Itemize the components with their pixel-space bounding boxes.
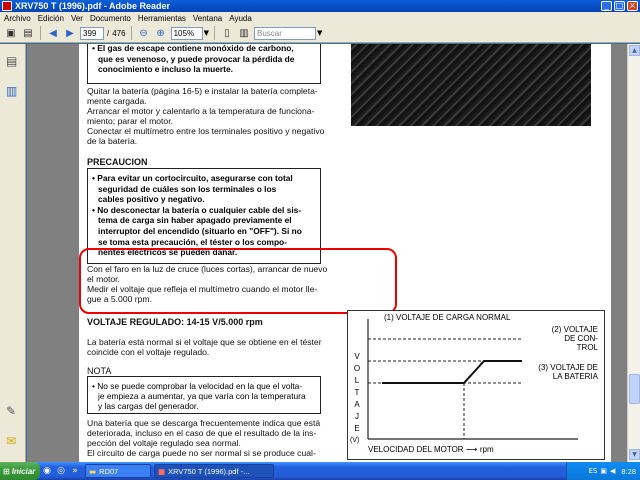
text-line: Quitar la batería (página 16-5) e instalar la batería completa- — [87, 86, 318, 96]
nota-heading: NOTA — [87, 366, 112, 376]
precaucion-line: nentes eléctricos se pueden dañar. — [98, 247, 238, 258]
window-title: XRV750 T (1996).pdf - Adobe Reader — [15, 1, 171, 11]
document-area[interactable] — [27, 44, 627, 462]
volume-icon[interactable]: ◀ — [610, 467, 616, 475]
menu-herramientas[interactable]: Herramientas — [137, 13, 186, 23]
text-line: coincide con el voltaje regulado. — [87, 347, 210, 357]
start-button[interactable] — [0, 462, 40, 480]
nota-line: y las cargas del generador. — [98, 401, 199, 411]
nota-box — [87, 376, 321, 414]
y-letter: O — [353, 364, 361, 373]
label-line: LA BATERIA — [552, 372, 598, 381]
toolbar — [0, 24, 640, 43]
scroll-up-icon[interactable]: ▲ — [629, 45, 640, 56]
task-label: XRV750 T (1996).pdf -... — [168, 466, 250, 476]
text-line: miento; parar el motor. — [87, 116, 173, 126]
voltage-graph — [347, 310, 605, 460]
text-line: La batería está normal si el voltaje que se obtiene en el téster — [87, 337, 322, 347]
menu-ventana[interactable]: Ventana — [192, 13, 223, 23]
text-line: pección del voltaje regulado sea normal. — [87, 438, 241, 448]
result-paragraph — [87, 337, 337, 357]
y-letter: V — [354, 352, 360, 361]
text-line: El circuito de carga puede no ser normal si se produce cual- — [87, 448, 316, 458]
precaucion-line: • No desconectar la batería o cualquier cable del sis- — [92, 204, 302, 215]
pages-icon[interactable]: ▤ — [6, 54, 18, 68]
task-adobe-reader[interactable] — [154, 464, 274, 478]
text-line: Conectar el multímetro entre los terminales positivo y negativo — [87, 126, 325, 136]
browser-icon[interactable]: ◉ — [43, 466, 51, 476]
red-highlight-oval — [79, 248, 397, 314]
search-input[interactable]: Buscar — [254, 27, 316, 40]
y-letter: E — [354, 424, 360, 433]
y-axis-unit: (V) — [350, 437, 360, 444]
minimize-button[interactable]: _ — [601, 1, 612, 11]
toolbar-separator — [40, 26, 41, 40]
text-line: Con el faro en la luz de cruce (luces cortas), arrancar de nuevo — [87, 264, 328, 274]
instruction-paragraph — [87, 86, 337, 146]
scroll-down-icon[interactable]: ▼ — [629, 449, 640, 460]
navigation-pane — [0, 44, 26, 462]
text-line: deteriorada, incluso en el caso de que el resultado de la ins- — [87, 428, 317, 438]
zoom-out-icon[interactable]: ⊖ — [139, 27, 148, 39]
close-button[interactable]: × — [627, 1, 638, 11]
text-line: gue a 5.000 rpm. — [87, 294, 152, 304]
task-rd07[interactable] — [85, 464, 151, 478]
page-number-input[interactable]: 399 — [80, 27, 104, 40]
toolbar-separator — [131, 26, 132, 40]
continuous-page-icon[interactable]: ▥ — [239, 27, 249, 39]
warning-line: conocimiento e incluso la muerte. — [98, 64, 233, 75]
label-control-voltage — [524, 325, 598, 352]
page-separator: / — [107, 28, 110, 38]
vertical-scrollbar[interactable] — [627, 44, 640, 462]
precaucion-line: • Para evitar un cortocircuito, asegurarse con total — [92, 173, 293, 183]
label-line: TROL — [576, 343, 598, 352]
search-dropdown-icon[interactable]: ▼ — [316, 29, 323, 37]
comments-icon[interactable]: ✉ — [6, 434, 17, 448]
page-total: 476 — [112, 28, 126, 38]
label-line: (2) VOLTAJE — [551, 325, 598, 334]
title-bar — [0, 0, 640, 12]
windows-flag-icon: ⊞ — [3, 466, 10, 476]
next-page-icon[interactable]: ▶ — [66, 27, 74, 39]
text-line: mente cargada. — [87, 96, 147, 106]
network-icon[interactable]: ▣ — [600, 467, 607, 475]
maximize-button[interactable]: □ — [615, 1, 624, 10]
text-line: el motor. — [87, 274, 120, 284]
precaucion-heading: PRECAUCION — [87, 157, 148, 167]
text-line: Una batería que se descarga frecuentemente indica que está — [87, 418, 321, 428]
nota-line: • No se puede comprobar la velocidad en la que el volta- — [92, 381, 303, 391]
precaucion-line: seguridad de cuáles son los terminales o los — [98, 183, 277, 194]
x-axis-label — [368, 445, 494, 454]
menu-ver[interactable]: Ver — [70, 13, 83, 23]
precaucion-line: cables positivo y negativo. — [98, 194, 205, 205]
y-letter: T — [354, 388, 360, 397]
taskbar — [0, 462, 640, 480]
text-line: Arrancar el motor y calentarlo a la temperatura de funciona- — [87, 106, 315, 116]
label-battery-voltage — [518, 363, 598, 381]
label-normal-charge: (1) VOLTAJE DE CARGA NORMAL — [384, 313, 511, 322]
text-line: Medir el voltaje que refleja el multímetro cuando el motor lle- — [87, 284, 318, 294]
y-axis-label — [352, 351, 362, 435]
zoom-dropdown-icon[interactable]: ▼ — [203, 29, 209, 37]
voltage-curve — [382, 361, 522, 383]
menu-ayuda[interactable]: Ayuda — [229, 13, 252, 23]
language-indicator[interactable]: ES — [588, 467, 598, 475]
folder-icon: ▬ — [89, 466, 97, 476]
battery-paragraph — [87, 418, 337, 458]
system-tray — [566, 462, 640, 480]
menu-edicion[interactable]: Edición — [37, 13, 64, 23]
start-label: Iniciar — [11, 466, 36, 476]
engine-photo — [351, 44, 591, 126]
warning-line: • El gas de escape contiene monóxido de carbono, — [92, 44, 294, 53]
print-icon[interactable]: ▤ — [23, 27, 33, 39]
quicklaunch-expand-icon[interactable]: » — [72, 466, 78, 476]
label-line: (3) VOLTAJE DE — [538, 363, 598, 372]
precaucion-line: tema de carga sin haber apagado previamente el — [98, 215, 292, 226]
single-page-icon[interactable]: ▯ — [224, 27, 230, 39]
pdf-page — [79, 44, 611, 462]
menu-documento[interactable]: Documento — [89, 13, 131, 23]
attachments-icon[interactable]: ✎ — [6, 404, 17, 418]
prev-page-icon[interactable]: ◀ — [49, 27, 57, 39]
menu-bar — [0, 12, 640, 24]
precaucion-line: se toma esta precaución, el téster o los compo- — [98, 236, 287, 247]
menu-archivo[interactable]: Archivo — [4, 13, 31, 23]
x-axis-title: VELOCIDAD DEL MOTOR — [368, 445, 464, 454]
label-line: DE CON- — [564, 334, 598, 343]
media-icon[interactable]: ◎ — [57, 466, 65, 476]
warning-box — [87, 44, 321, 84]
nota-line: je empieza a aumentar, ya que varía con la temperatura — [98, 391, 306, 401]
precaucion-line: interruptor del encendido (situarlo en "OFF"). Si no — [98, 225, 302, 236]
warning-line: que es venenoso, y puede provocar la pérdida de — [98, 53, 295, 64]
task-label: RD07 — [99, 466, 119, 476]
y-letter: J — [355, 412, 359, 421]
text-line: de la batería. — [87, 136, 138, 146]
adobe-reader-icon — [2, 1, 12, 11]
bookmarks-icon[interactable]: ▥ — [6, 84, 18, 98]
clock: 8:28 — [621, 466, 636, 476]
y-letter: A — [354, 400, 360, 409]
arrow-right-icon: ⟶ — [465, 445, 480, 454]
pdf-icon: ■ — [158, 466, 166, 476]
x-axis-unit: rpm — [479, 445, 494, 454]
toolbar-separator — [214, 26, 215, 40]
zoom-input[interactable]: 105% — [171, 27, 203, 40]
y-letter: L — [354, 376, 360, 385]
scroll-thumb[interactable] — [629, 374, 640, 404]
open-icon[interactable]: ▣ — [6, 27, 16, 39]
voltaje-regulado-heading: VOLTAJE REGULADO: 14-15 V/5.000 rpm — [87, 317, 263, 327]
zoom-in-icon[interactable]: ⊕ — [156, 27, 165, 39]
